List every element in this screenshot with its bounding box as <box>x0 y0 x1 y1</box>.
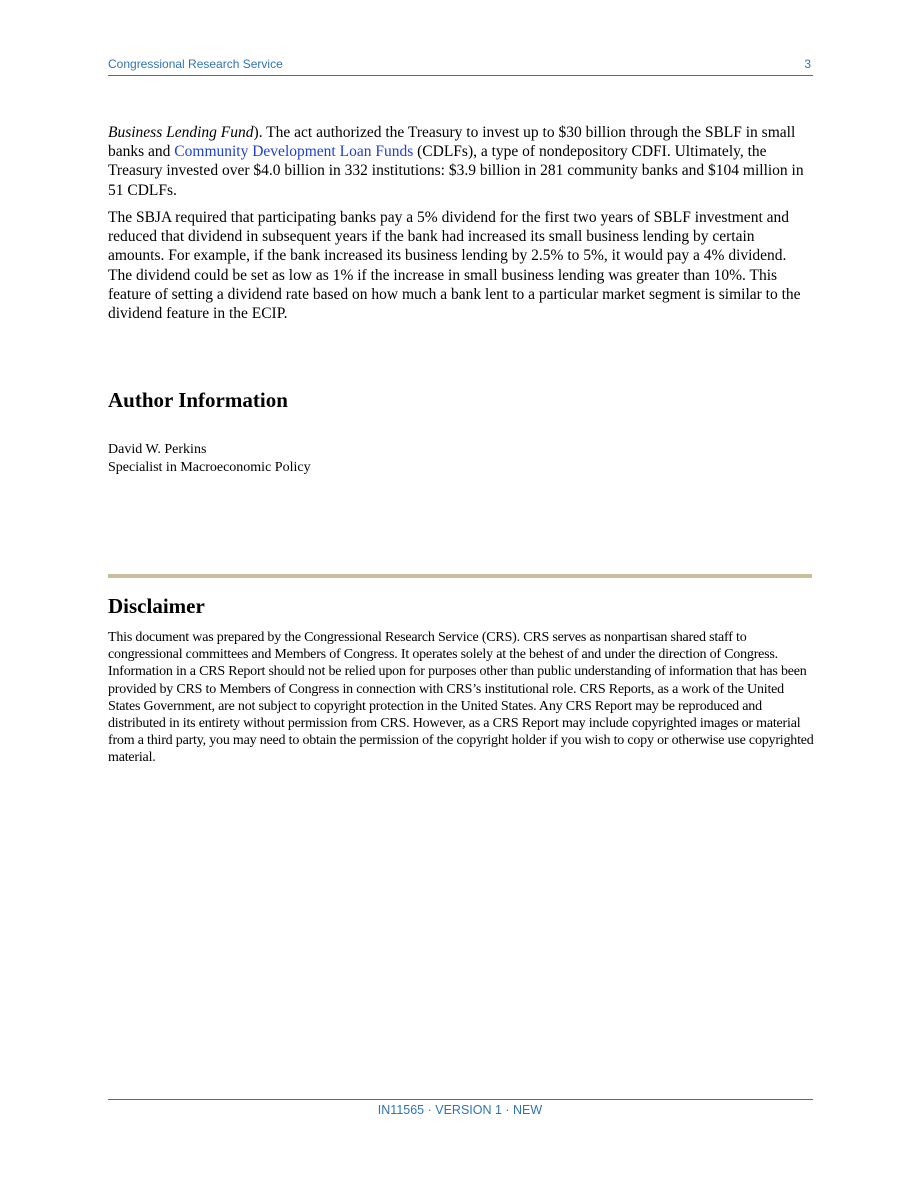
author-heading: Author Information <box>108 388 288 412</box>
author-block <box>108 441 311 476</box>
italic-fund-name: Business Lending Fund <box>108 124 254 141</box>
header-org: Congressional Research Service <box>108 57 283 71</box>
para1-text-b: (CDLFs), a type of nondepository CDFI. Ultimately, the Treasury invested over $4.0 billion in 332 institutions: $3.9 billion in 281 community banks and $104 million in 51 CDLFs. <box>108 143 804 199</box>
para1-text-a: ). The act authorized the Treasury to invest up to $30 billion through the SBLF in small banks and <box>108 124 796 161</box>
footer-divider <box>108 1099 813 1100</box>
page-number: 3 <box>804 57 811 71</box>
disclaimer-text: This document was prepared by the Congressional Research Service (CRS). CRS serves as nonpartisan shared staff to congressional committees and Members of Congress. It operates solely at the behest of and under the direction of Congress. Information in a CRS Report should not be relied upon for purposes other than public understanding of information that has been provided by CRS to Members of Congress in connection with CRS’s institutional role. CRS Reports, as a work of the United States Government, are not subject to copyright protection in the United States. Any CRS Report may be reproduced and distributed in its entirety without permission from CRS. However, as a CRS Report may include copyrighted images or material from a third party, you may need to obtain the permission of the copyright holder if you wish to copy or otherwise use copyrighted material. <box>108 630 814 766</box>
body-paragraph-1 <box>108 123 814 200</box>
section-divider <box>108 574 812 578</box>
cdlf-link[interactable]: Community Development Loan Funds <box>174 143 414 161</box>
body-paragraph-2: The SBJA required that participating banks pay a 5% dividend for the first two years of SBLF investment and reduced that dividend in subsequent years if the bank had increased its small business lending by certain amounts. For example, if the bank increased its business lending by 2.5% to 5%, it would pay a 4% dividend. The dividend could be set as low as 1% if the increase in small business lending was greater than 10%. This feature of setting a dividend rate based on how much a bank lent to a particular market segment is similar to the dividend feature in the ECIP. <box>108 209 801 323</box>
author-title: Specialist in Macroeconomic Policy <box>108 459 311 475</box>
disclaimer-heading: Disclaimer <box>108 594 205 618</box>
page-header <box>108 55 813 76</box>
footer-doc-id: IN11565 · VERSION 1 · NEW <box>377 1103 543 1117</box>
author-name: David W. Perkins <box>108 442 207 457</box>
